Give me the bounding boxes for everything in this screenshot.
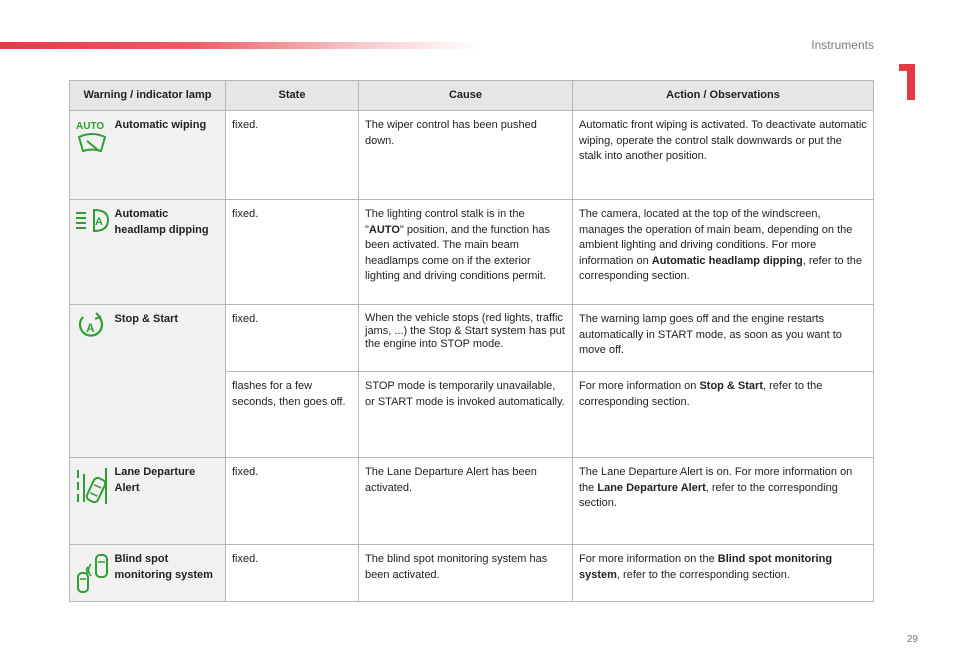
- lamp-name: Lane Departure Alert: [113, 458, 226, 545]
- cause-cell: The blind spot monitoring system has been activated.: [359, 545, 573, 602]
- state-cell: fixed.: [226, 305, 359, 372]
- stop-start-icon: [74, 311, 108, 341]
- state-cell: fixed.: [226, 545, 359, 602]
- state-cell: fixed.: [226, 200, 359, 305]
- lamp-icon-cell: [70, 305, 113, 458]
- column-header-state: State: [226, 81, 359, 111]
- svg-text:A: A: [86, 321, 95, 335]
- header-accent-bar: [0, 42, 480, 49]
- table-row: [70, 458, 874, 545]
- table-row: [70, 545, 874, 602]
- cause-cell: The lighting control stalk is in the "AUTO" position, and the function has been activated. The main beam headlamps come on if the exterior lighting and driving conditions permit.: [359, 200, 573, 305]
- lamp-icon-cell: [70, 458, 113, 545]
- lamp-icon-cell: [70, 545, 113, 602]
- lamp-icon-cell: [70, 200, 113, 305]
- action-cell: The warning lamp goes off and the engine restarts automatically in START mode, as soon as you want to move off.: [573, 305, 874, 372]
- lamp-name: Blind spot monitoring system: [113, 545, 226, 602]
- lamp-name: Stop & Start: [113, 305, 226, 458]
- column-header-cause: Cause: [359, 81, 573, 111]
- table-row: [70, 305, 874, 372]
- column-header-action: Action / Observations: [573, 81, 874, 111]
- action-cell: For more information on the Blind spot monitoring system, refer to the corresponding section.: [573, 545, 874, 602]
- state-cell: fixed.: [226, 458, 359, 545]
- table-header-row: [70, 81, 874, 111]
- warning-lamp-table: [69, 80, 874, 602]
- section-title: Instruments: [811, 38, 874, 52]
- auto-wiping-icon: [74, 117, 110, 157]
- action-cell: The Lane Departure Alert is on. For more information on the Lane Departure Alert, refer to the corresponding section.: [573, 458, 874, 545]
- action-cell: For more information on Stop & Start, refer to the corresponding section.: [573, 372, 874, 458]
- cause-cell: The Lane Departure Alert has been activated.: [359, 458, 573, 545]
- column-header-lamp: Warning / indicator lamp: [70, 81, 226, 111]
- chapter-number: [897, 62, 917, 102]
- svg-text:AUTO: AUTO: [76, 121, 105, 132]
- action-cell: The camera, located at the top of the windscreen, manages the operation of main beam, depending on the ambient lighting and driving conditions. For more information on Automatic headlamp dipping, refer to the corresponding section.: [573, 200, 874, 305]
- page-number: 29: [906, 634, 918, 645]
- lamp-icon-cell: [70, 111, 113, 200]
- chapter-number-text: 1: [907, 92, 908, 93]
- cause-cell: STOP mode is temporarily unavailable, or START mode is invoked automatically.: [359, 372, 573, 458]
- lane-departure-alert-icon: [74, 464, 110, 510]
- state-cell: flashes for a few seconds, then goes off.: [226, 372, 359, 458]
- table-row: [70, 111, 874, 200]
- lamp-name: Automatic headlamp dipping: [113, 200, 226, 305]
- action-cell: Automatic front wiping is activated. To deactivate automatic wiping, operate the control stalk downwards or put the stalk into another position.: [573, 111, 874, 200]
- cause-cell: The wiper control has been pushed down.: [359, 111, 573, 200]
- blind-spot-monitoring-icon: [74, 551, 110, 595]
- state-cell: fixed.: [226, 111, 359, 200]
- automatic-headlamp-dipping-icon: [74, 206, 110, 236]
- lamp-name: Automatic wiping: [113, 111, 226, 200]
- cause-cell: When the vehicle stops (red lights, traffic jams, ...) the Stop & Start system has put the engine into STOP mode.: [359, 305, 573, 372]
- svg-text:A: A: [95, 216, 103, 228]
- table-row: [70, 200, 874, 305]
